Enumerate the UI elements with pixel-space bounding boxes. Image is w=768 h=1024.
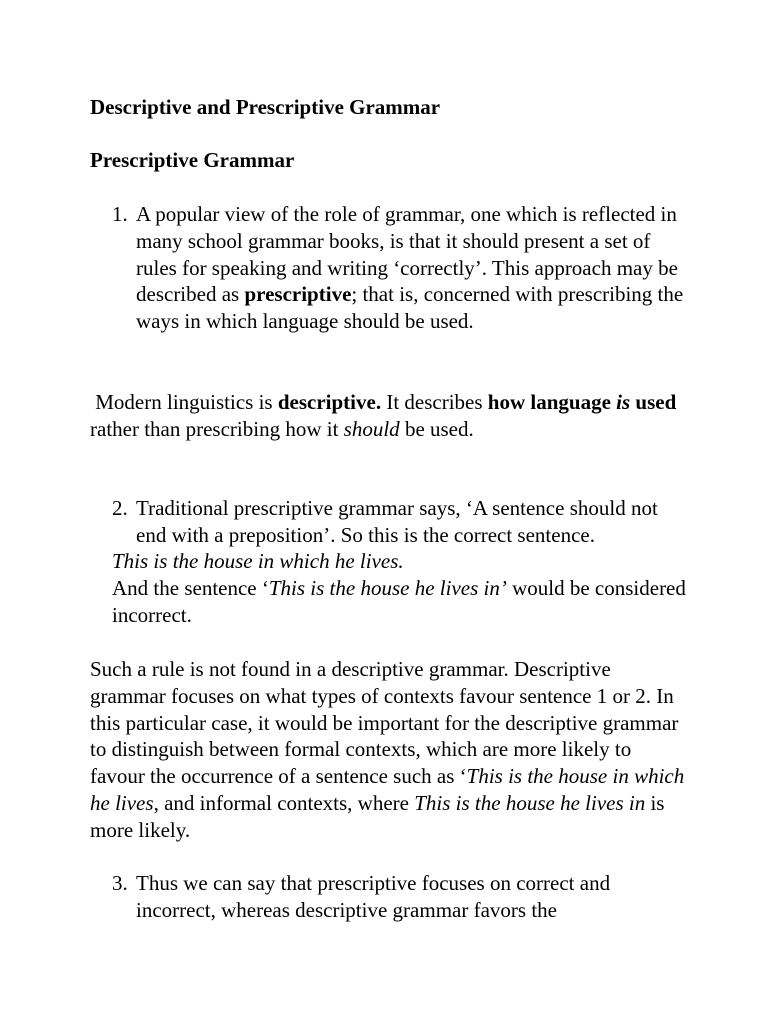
paragraph-modern-linguistics: Modern linguistics is descriptive. It describes how language is used rather than prescribing how it should be used. [90, 390, 677, 441]
list-number: 2. [112, 496, 128, 520]
example-sentence-incorrect: And the sentence ‘This is the house he lives in’ would be considered incorrect. [112, 576, 686, 627]
term-prescriptive: prescriptive [244, 282, 352, 307]
list-item-text: A popular view of the role of grammar, one which is reflected in many school grammar books, is that it should present a set of rules for speaking and writing ‘correctly’. This approach may be described as prescriptive; that is, concerned with prescribing the ways in which language should be used. [136, 202, 684, 334]
list-item-1 [112, 201, 692, 335]
paragraph-descriptive-grammar: Such a rule is not found in a descriptive grammar. Descriptive grammar focuses on what types of contexts favour sentence 1 or 2. In this particular case, it would be important for the descriptive grammar to distinguish between formal contexts, which are more likely to favour the occurrence of a sentence such as ‘This is the house in which he lives, and informal contexts, where This is the house he lives in is more likely. [90, 657, 685, 842]
list-number: 3. [112, 871, 128, 895]
document-title: Descriptive and Prescriptive Grammar [90, 95, 441, 119]
example-sentence: This is the house in which he lives. [112, 549, 404, 573]
list-item-2 [112, 495, 692, 549]
list-number: 1. [112, 202, 128, 226]
list-item-text: Traditional prescriptive grammar says, ‘A sentence should not end with a preposition’. So this is the correct sentence. [136, 496, 658, 547]
list-item-text: Thus we can say that prescriptive focuses on correct and incorrect, whereas descriptive grammar favors the [136, 871, 611, 922]
term-descriptive: descriptive. [277, 390, 382, 414]
list-item-3 [112, 870, 692, 924]
section-heading: Prescriptive Grammar [90, 148, 295, 172]
